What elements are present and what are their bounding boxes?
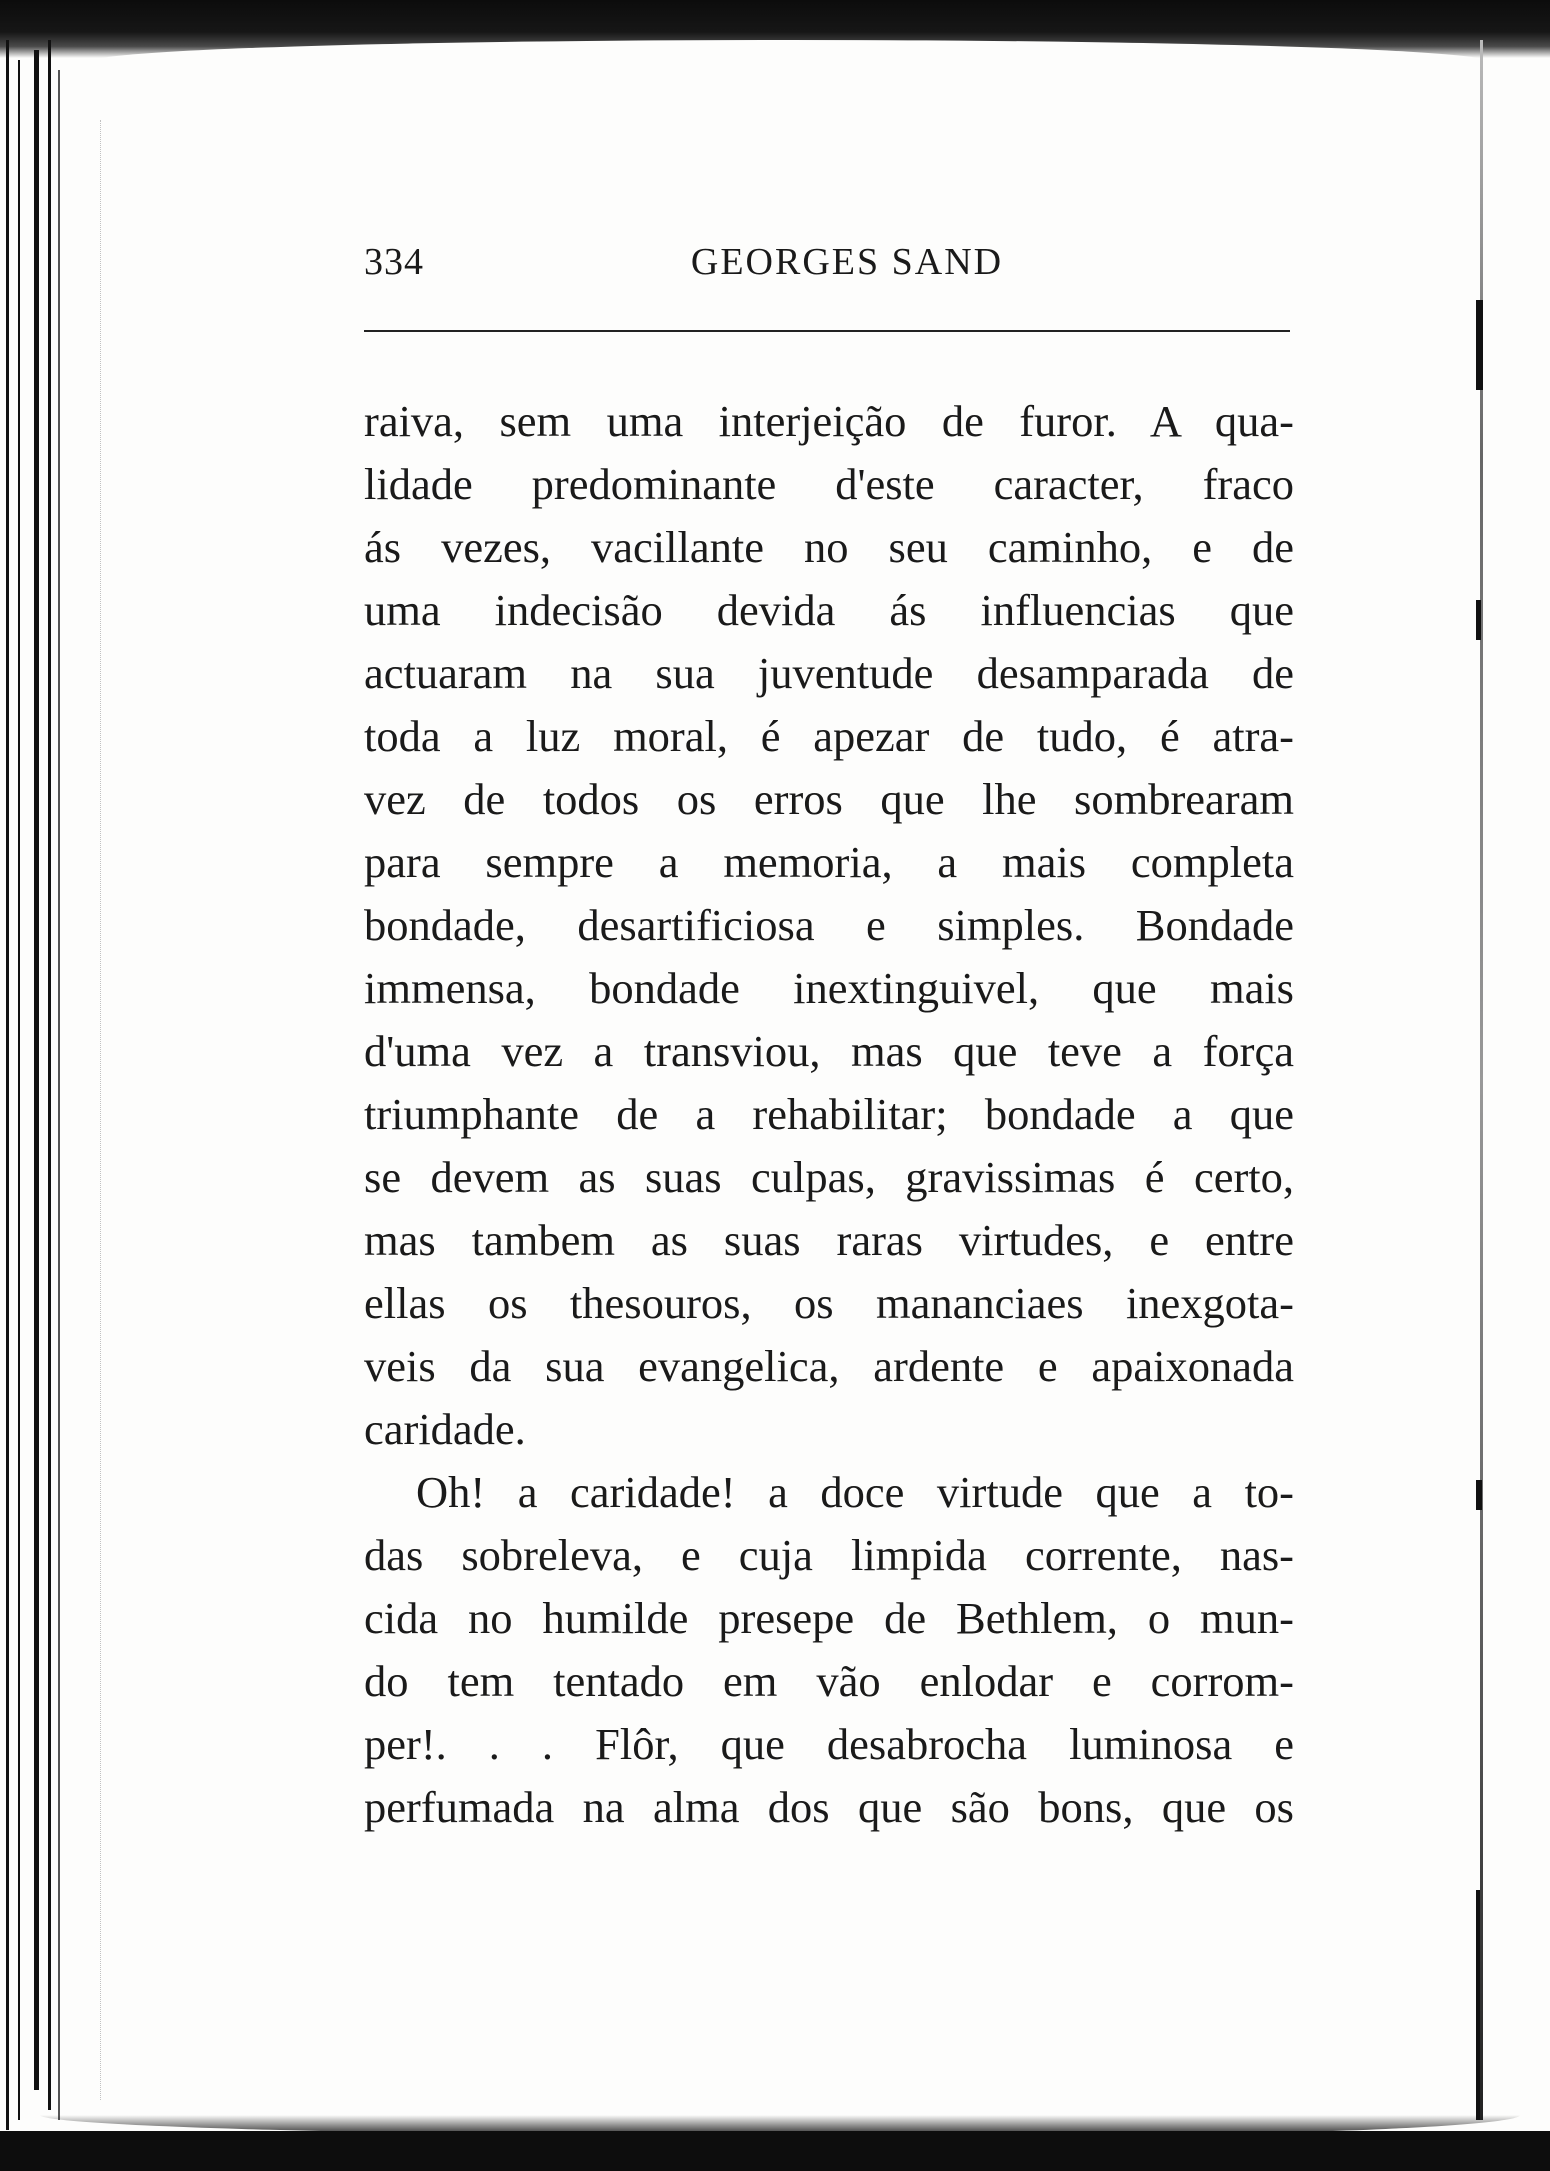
text-line: bondade, desartificiosa e simples. Bondade: [364, 900, 1294, 950]
text-line: per!. . . Flôr, que desabrocha luminosa e: [364, 1719, 1294, 1769]
text-line: triumphante de a rehabilitar; bondade a que: [364, 1089, 1294, 1139]
book-binding-edge: [0, 40, 70, 2140]
paragraph-2: [364, 1461, 1294, 1839]
text-line: d'uma vez a transviou, mas que teve a força: [364, 1026, 1294, 1076]
text-line: toda a luz moral, é apezar de tudo, é atra-: [364, 711, 1294, 761]
right-edge-mark: [1476, 300, 1483, 390]
text-line: das sobreleva, e cuja limpida corrente, nas-: [364, 1530, 1294, 1580]
text-line: para sempre a memoria, a mais completa: [364, 837, 1294, 887]
text-line: ellas os thesouros, os mananciaes inexgota-: [364, 1278, 1294, 1328]
text-line: vez de todos os erros que lhe sombrearam: [364, 774, 1294, 824]
scan-bottom-shadow: [0, 2131, 1550, 2171]
text-line: lidade predominante d'este caracter, fraco: [364, 459, 1294, 509]
text-line: veis da sua evangelica, ardente e apaixonada: [364, 1341, 1294, 1391]
body-text: [364, 390, 1294, 1839]
text-line: perfumada na alma dos que são bons, que os: [364, 1782, 1294, 1832]
running-header: [364, 240, 1290, 300]
text-line: se devem as suas culpas, gravissimas é certo,: [364, 1152, 1294, 1202]
binding-gutter-speckles: [100, 120, 121, 2100]
text-line: raiva, sem uma interjeição de furor. A qua-: [364, 396, 1294, 446]
text-line: immensa, bondade inextinguivel, que mais: [364, 963, 1294, 1013]
paragraph-1: [364, 390, 1294, 1461]
right-edge-mark: [1476, 1480, 1482, 1510]
text-line: actuaram na sua juventude desamparada de: [364, 648, 1294, 698]
text-line: ás vezes, vacillante no seu caminho, e de: [364, 522, 1294, 572]
running-title: GEORGES SAND: [690, 241, 1004, 283]
text-line: mas tambem as suas raras virtudes, e entre: [364, 1215, 1294, 1265]
right-edge-mark: [1476, 1890, 1480, 2120]
page-number: 334: [364, 241, 424, 283]
text-line: Oh! a caridade! a doce virtude que a to-: [416, 1467, 1294, 1517]
text-line: cida no humilde presepe de Bethlem, o mun-: [364, 1593, 1294, 1643]
text-line: uma indecisão devida ás influencias que: [364, 585, 1294, 635]
header-rule: [364, 330, 1290, 332]
text-line: do tem tentado em vão enlodar e corrom-: [364, 1656, 1294, 1706]
text-line: caridade.: [364, 1404, 526, 1454]
right-edge-mark: [1476, 600, 1481, 640]
